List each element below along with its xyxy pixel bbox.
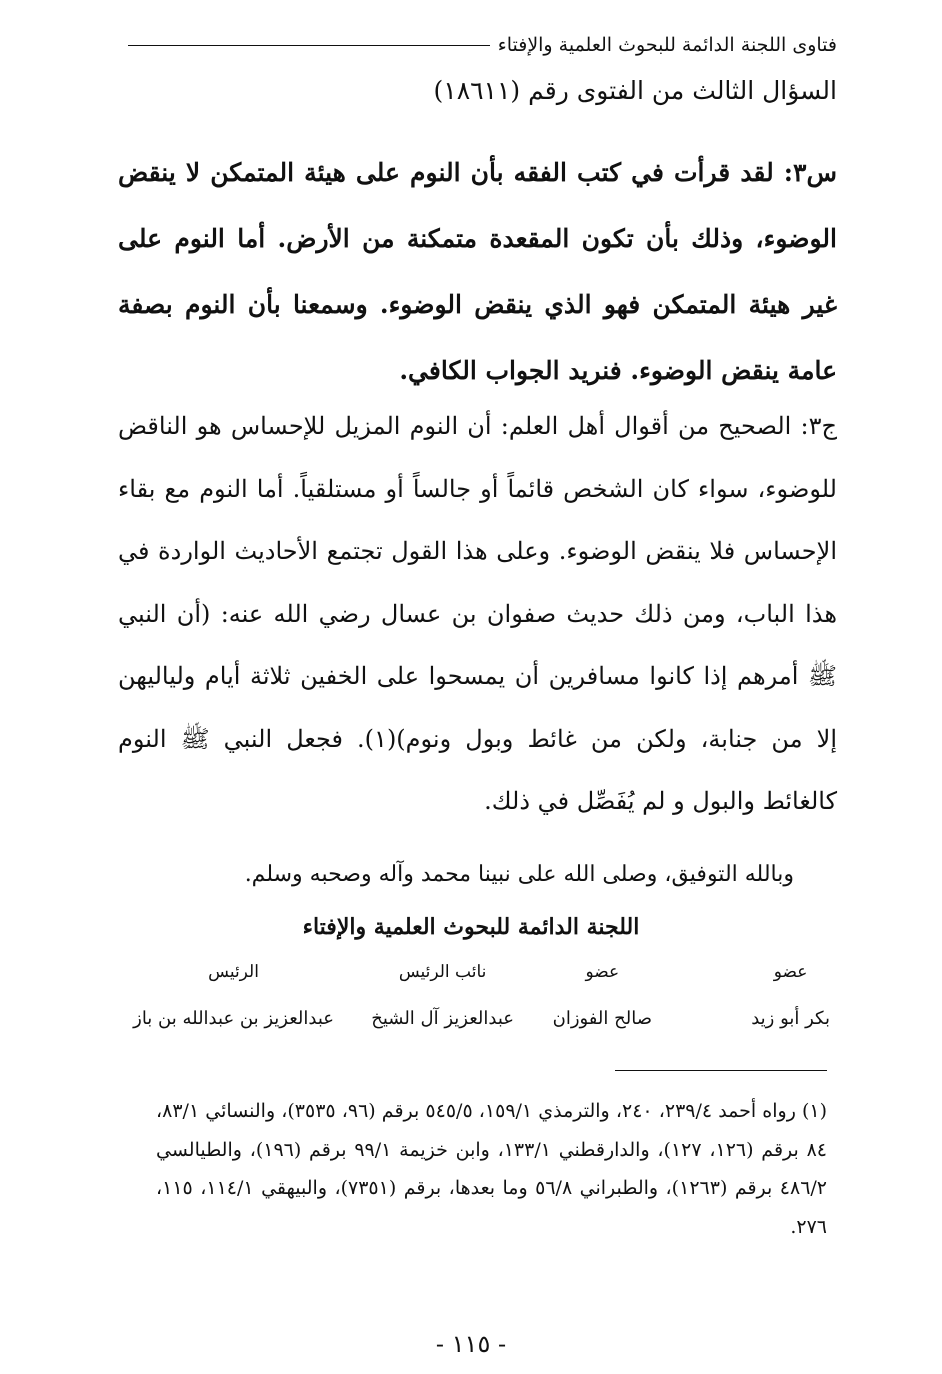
signatory-deputy (371, 962, 514, 1029)
signatory-member-1 (751, 962, 830, 1029)
page-number: - ١١٥ - (435, 1330, 507, 1358)
signatory-role: عضو (773, 962, 808, 982)
running-header-title: فتاوى اللجنة الدائمة للبحوث العلمية والإفتاء (497, 34, 837, 56)
signatory-name: صالح الفوزان (552, 1008, 652, 1029)
question-reference: السؤال الثالث من الفتوى رقم (١٨٦١١) (433, 76, 837, 105)
committee-name: اللجنة الدائمة للبحوث العلمية والإفتاء (302, 914, 640, 940)
footnote-text: (١) رواه أحمد ٢٣٩/٤، ٢٤٠، والترمذي ١٥٩/١، ٥٤٥/٥ برقم (٩٦، ٣٥٣٥)، والنسائي ٨٣/١، ٨٤ برقم (١٢٦، ١٢٧)، والدارقطني ١٣٣/١، وابن خزيمة ٩٩/١ برقم (١٩٦)، والطيالسي ٤٨٦/٢ برقم (١٢٦٣)، والطبراني ٥٦/٨ وما بعدها، برقم (٧٣٥١)، والبيهقي ١١٤/١، ١١٥، ٢٧٦. (156, 1100, 828, 1238)
signatory-name: عبدالعزيز بن عبدالله بن باز (133, 1008, 334, 1029)
signatory-name: عبدالعزيز آل الشيخ (371, 1008, 514, 1029)
header-rule (128, 45, 490, 46)
signatory-member-2 (553, 962, 652, 1029)
footnote-rule (615, 1070, 827, 1071)
signatory-role: نائب الرئيس (398, 962, 487, 982)
signatory-name: بكر أبو زيد (751, 1008, 830, 1029)
answer-text: ج٣: الصحيح من أقوال أهل العلم: أن النوم المزيل للإحساس هو الناقض للوضوء، سواء كان الشخص قائماً أو جالساً أو مستلقياً. أما النوم مع بقاء الإحساس فلا ينقض الوضوء. وعلى هذا القول تجتمع الأحاديث الواردة في هذا الباب، ومن ذلك حديث صفوان بن عسال رضي الله عنه: (أن النبي ﷺ أمرهم إذا كانوا مسافرين أن يمسحوا على الخفين ثلاثة أيام ولياليهن إلا من جنابة، ولكن من غائط وبول ونوم)(١). فجعل النبي ﷺ النوم كالغائط والبول و لم يُفَصِّل في ذلك. (118, 412, 837, 815)
signatory-role: الرئيس (208, 962, 259, 982)
signatory-role: عضو (585, 962, 620, 982)
question-text: س٣: لقد قرأت في كتب الفقه بأن النوم على هيئة المتمكن لا ينقض الوضوء، وذلك بأن تكون المقعدة متمكنة من الأرض. أما النوم على غير هيئة المتمكن فهو الذي ينقض الوضوء. وسمعنا بأن النوم بصفة عامة ينقض الوضوء. فنريد الجواب الكافي. (118, 158, 837, 385)
running-header (128, 28, 837, 62)
closing-text: وبالله التوفيق، وصلى الله على نبينا محمد وآله وصحبه وسلم. (244, 862, 794, 887)
signatory-chairman (133, 962, 334, 1029)
